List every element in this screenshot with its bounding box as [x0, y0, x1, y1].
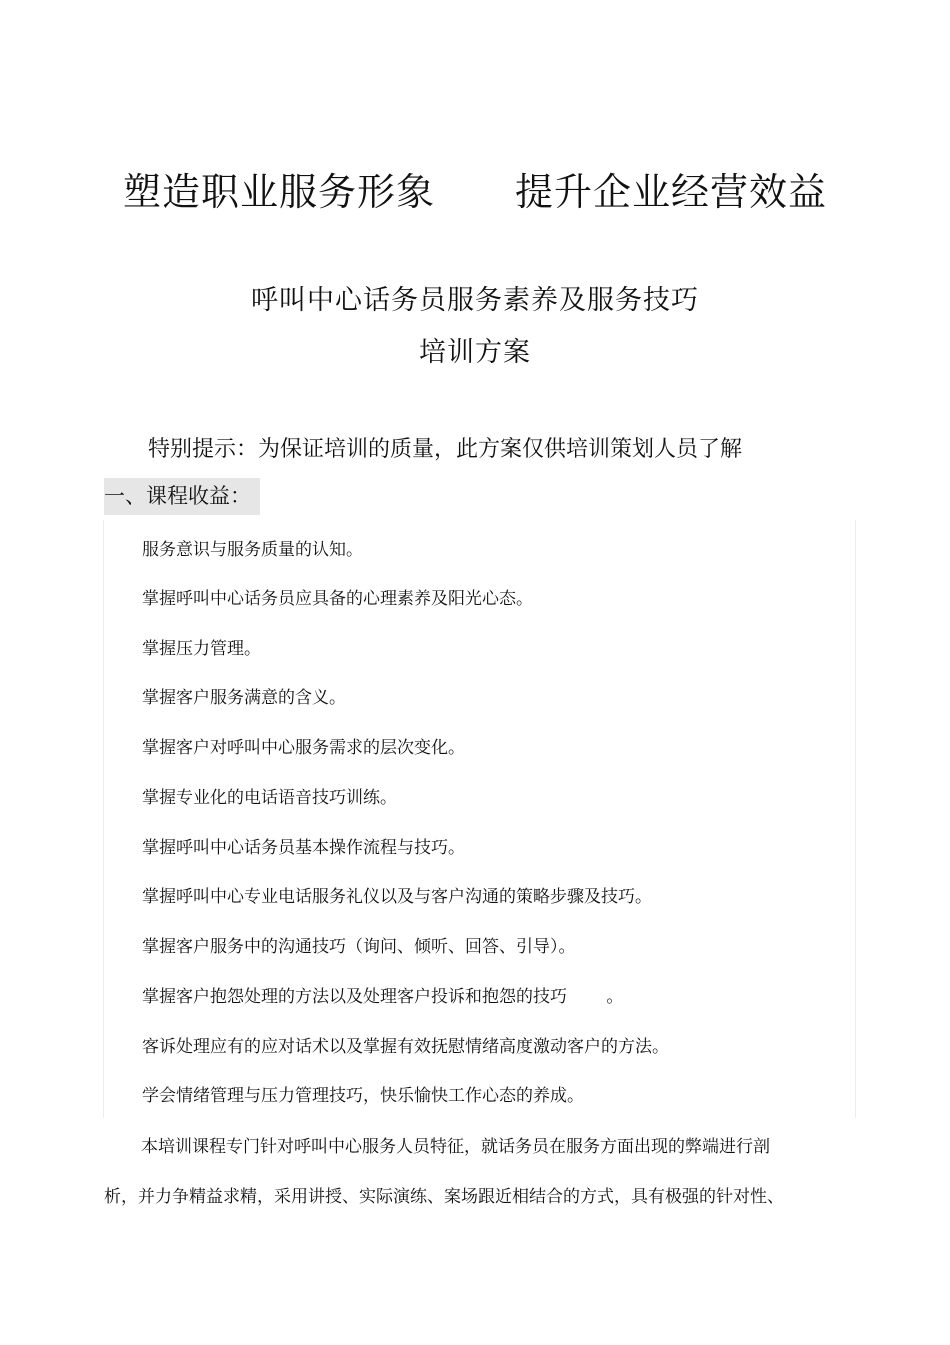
list-item: 学会情绪管理与压力管理技巧，快乐愉快工作心态的养成。 [142, 1086, 584, 1106]
list-item: 掌握客户对呼叫中心服务需求的层次变化。 [142, 738, 465, 758]
document-subtitle-line-2: 培训方案 [419, 337, 531, 368]
list-item: 掌握呼叫中心话务员应具备的心理素养及阳光心态。 [142, 589, 533, 609]
list-item: 客诉处理应有的应对话术以及掌握有效抚慰情绪高度激动客户的方法。 [142, 1037, 669, 1057]
list-item: 掌握客户服务满意的含义。 [142, 688, 346, 708]
body-paragraph-line-1: 本培训课程专门针对呼叫中心服务人员特征，就话务员在服务方面出现的弊端进行剖 [141, 1137, 770, 1157]
page-title-part-1: 塑造职业服务形象 [122, 170, 435, 214]
list-item: 掌握呼叫中心专业电话服务礼仪以及与客户沟通的策略步骤及技巧。 [142, 887, 652, 907]
section-heading-course-benefits: 一、课程收益： [104, 478, 260, 515]
list-item: 掌握客户抱怨处理的方法以及处理客户投诉和抱怨的技巧 。 [142, 987, 624, 1007]
course-benefits-list [103, 520, 856, 1118]
list-item: 掌握客户服务中的沟通技巧（询问、倾听、回答、引导）。 [142, 937, 576, 957]
list-item: 掌握专业化的电话语音技巧训练。 [142, 788, 397, 808]
document-subtitle: 呼叫中心话务员服务素养及服务技巧 [251, 285, 699, 316]
special-note: 特别提示：为保证培训的质量，此方案仅供培训策划人员了解 [148, 437, 743, 462]
list-item: 服务意识与服务质量的认知。 [142, 540, 363, 560]
page-title [0, 168, 950, 216]
body-paragraph-line-2: 析，并力争精益求精，采用讲授、实际演练、案场跟近相结合的方式，具有极强的针对性、 [104, 1187, 784, 1207]
page-title-part-2: 提升企业经营效益 [515, 170, 828, 214]
list-item: 掌握呼叫中心话务员基本操作流程与技巧。 [142, 838, 465, 858]
list-item: 掌握压力管理。 [142, 639, 261, 659]
